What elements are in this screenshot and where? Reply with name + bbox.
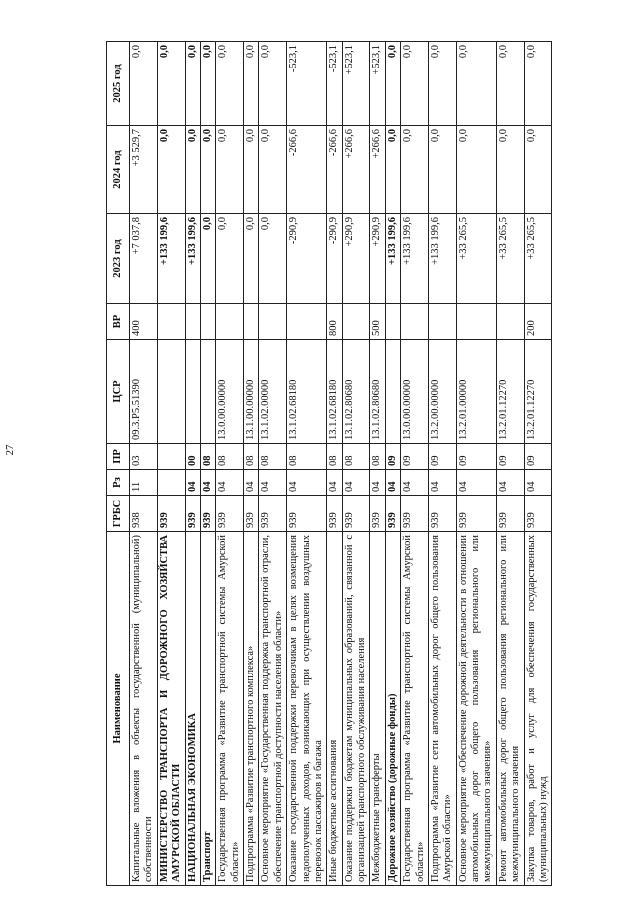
cell-csr: 13.2.01.12270 xyxy=(496,340,524,444)
table-row xyxy=(216,42,244,886)
cell-rz: 04 xyxy=(428,470,456,496)
page-number: 27 xyxy=(4,444,16,456)
cell-vr xyxy=(385,304,400,340)
cell-name: Подпрограмма «Развитие транспортного комплекса» xyxy=(244,532,259,886)
cell-pr: 08 xyxy=(287,444,327,470)
cell-rz: 11 xyxy=(130,470,158,496)
cell-pr: 08 xyxy=(370,444,385,470)
cell-2024: 0,0 xyxy=(385,126,400,214)
cell-2023: +133 199,6 xyxy=(157,214,185,304)
cell-rz: 04 xyxy=(259,470,287,496)
cell-2025: -523,1 xyxy=(327,42,342,126)
cell-grbs: 939 xyxy=(200,496,215,532)
cell-pr: 09 xyxy=(456,444,496,470)
table-header-row xyxy=(107,42,130,886)
header-2025: 2025 год xyxy=(107,42,130,126)
cell-2023: 0,0 xyxy=(200,214,215,304)
cell-2025: 0,0 xyxy=(157,42,185,126)
cell-grbs: 939 xyxy=(428,496,456,532)
cell-pr: 08 xyxy=(342,444,370,470)
rotated-table-container xyxy=(106,42,578,886)
cell-name: Межбюджетные трансферты xyxy=(370,532,385,886)
cell-2023: 0,0 xyxy=(216,214,244,304)
cell-vr xyxy=(287,304,327,340)
cell-2023: 0,0 xyxy=(259,214,287,304)
cell-rz: 04 xyxy=(496,470,524,496)
cell-2025: 0,0 xyxy=(428,42,456,126)
table-row xyxy=(428,42,456,886)
cell-vr xyxy=(428,304,456,340)
cell-csr xyxy=(385,340,400,444)
cell-vr: 400 xyxy=(130,304,158,340)
cell-name: Подпрограмма «Развитие сети автомобильных дорог общего пользования Амурской области» xyxy=(428,532,456,886)
table-row xyxy=(244,42,259,886)
cell-rz: 04 xyxy=(185,470,200,496)
table-row xyxy=(342,42,370,886)
table-row xyxy=(130,42,158,886)
cell-2023: +133 199,6 xyxy=(385,214,400,304)
cell-2023: +290,9 xyxy=(370,214,385,304)
cell-name: МИНИСТЕРСТВО ТРАНСПОРТА И ДОРОЖНОГО ХОЗЯЙСТВА АМУРСКОЙ ОБЛАСТИ xyxy=(157,532,185,886)
cell-pr xyxy=(157,444,185,470)
table-row xyxy=(185,42,200,886)
cell-2025: 0,0 xyxy=(130,42,158,126)
cell-rz: 04 xyxy=(524,470,552,496)
cell-rz: 04 xyxy=(216,470,244,496)
cell-csr: 13.1.02.68180 xyxy=(327,340,342,444)
table-row xyxy=(200,42,215,886)
cell-grbs: 939 xyxy=(244,496,259,532)
cell-2025: 0,0 xyxy=(216,42,244,126)
table-row xyxy=(401,42,429,886)
cell-grbs: 939 xyxy=(385,496,400,532)
cell-2024: 0,0 xyxy=(428,126,456,214)
budget-table xyxy=(106,41,552,886)
cell-rz: 04 xyxy=(327,470,342,496)
cell-name: Транспорт xyxy=(200,532,215,886)
header-2024: 2024 год xyxy=(107,126,130,214)
table-row xyxy=(370,42,385,886)
cell-pr: 09 xyxy=(428,444,456,470)
cell-pr: 09 xyxy=(401,444,429,470)
cell-name: НАЦИОНАЛЬНАЯ ЭКОНОМИКА xyxy=(185,532,200,886)
cell-csr: 13.2.01.12270 xyxy=(524,340,552,444)
cell-vr: 500 xyxy=(370,304,385,340)
header-name: Наименование xyxy=(107,532,130,886)
header-2023: 2023 год xyxy=(107,214,130,304)
header-rz: Рз xyxy=(107,470,130,496)
table-row xyxy=(287,42,327,886)
cell-rz: 04 xyxy=(456,470,496,496)
cell-2023: +33 265,5 xyxy=(496,214,524,304)
cell-grbs: 939 xyxy=(327,496,342,532)
cell-name: Ремонт автомобильных дорог общего пользования регионального или межмуниципального значения xyxy=(496,532,524,886)
cell-csr: 13.1.02.80680 xyxy=(370,340,385,444)
cell-name: Основное мероприятие «Обеспечение дорожной деятельности в отношении автомобильных дорог общего пользования регионального или межмуниципального значения» xyxy=(456,532,496,886)
cell-2025: +523,1 xyxy=(342,42,370,126)
cell-vr xyxy=(259,304,287,340)
cell-2023: 0,0 xyxy=(244,214,259,304)
cell-2024: 0,0 xyxy=(200,126,215,214)
cell-2024: +266,6 xyxy=(342,126,370,214)
cell-vr xyxy=(401,304,429,340)
cell-2024: +266,6 xyxy=(370,126,385,214)
cell-csr: 13.1.02.00000 xyxy=(259,340,287,444)
cell-grbs: 939 xyxy=(342,496,370,532)
cell-csr xyxy=(200,340,215,444)
cell-vr xyxy=(244,304,259,340)
cell-2025: 0,0 xyxy=(524,42,552,126)
table-row xyxy=(496,42,524,886)
cell-csr: 13.2.00.00000 xyxy=(428,340,456,444)
table-row xyxy=(524,42,552,886)
cell-vr xyxy=(185,304,200,340)
cell-vr xyxy=(200,304,215,340)
cell-grbs: 939 xyxy=(524,496,552,532)
cell-rz: 04 xyxy=(385,470,400,496)
table-row xyxy=(259,42,287,886)
cell-rz: 04 xyxy=(342,470,370,496)
cell-2025: +523,1 xyxy=(370,42,385,126)
cell-pr: 09 xyxy=(496,444,524,470)
cell-2023: -290,9 xyxy=(287,214,327,304)
cell-rz: 04 xyxy=(200,470,215,496)
cell-2024: 0,0 xyxy=(259,126,287,214)
cell-grbs: 939 xyxy=(370,496,385,532)
cell-pr: 09 xyxy=(524,444,552,470)
cell-2023: -290,9 xyxy=(327,214,342,304)
cell-2024: 0,0 xyxy=(244,126,259,214)
cell-pr: 08 xyxy=(244,444,259,470)
cell-2024: 0,0 xyxy=(401,126,429,214)
cell-2024: 0,0 xyxy=(496,126,524,214)
cell-2023: +33 265,5 xyxy=(456,214,496,304)
cell-grbs: 939 xyxy=(185,496,200,532)
cell-2025: 0,0 xyxy=(244,42,259,126)
cell-grbs: 939 xyxy=(401,496,429,532)
cell-grbs: 939 xyxy=(157,496,185,532)
cell-vr xyxy=(342,304,370,340)
cell-name: Государственная программа «Развитие транспортной системы Амурской области» xyxy=(216,532,244,886)
cell-csr: 09.3.P5.51390 xyxy=(130,340,158,444)
cell-csr: 13.1.02.68180 xyxy=(287,340,327,444)
header-csr: ЦСР xyxy=(107,340,130,444)
cell-2023: +290,9 xyxy=(342,214,370,304)
cell-2025: -523,1 xyxy=(287,42,327,126)
cell-rz: 04 xyxy=(244,470,259,496)
cell-name: Основное мероприятие «Государственная поддержка транспортной отрасли, обеспечение транспортной доступности населения области» xyxy=(259,532,287,886)
cell-pr: 03 xyxy=(130,444,158,470)
cell-vr xyxy=(456,304,496,340)
cell-csr: 13.0.00.00000 xyxy=(216,340,244,444)
cell-2024: -266,6 xyxy=(287,126,327,214)
cell-name: Дорожное хозяйство (дорожные фонды) xyxy=(385,532,400,886)
cell-2023: +133 199,6 xyxy=(185,214,200,304)
table-row xyxy=(385,42,400,886)
header-grbs: ГРБС xyxy=(107,496,130,532)
cell-2025: 0,0 xyxy=(185,42,200,126)
cell-grbs: 939 xyxy=(456,496,496,532)
cell-2025: 0,0 xyxy=(456,42,496,126)
cell-grbs: 939 xyxy=(259,496,287,532)
table-row xyxy=(327,42,342,886)
cell-vr xyxy=(157,304,185,340)
cell-rz: 04 xyxy=(401,470,429,496)
cell-rz: 04 xyxy=(370,470,385,496)
cell-name: Государственная программа «Развитие транспортной системы Амурской области» xyxy=(401,532,429,886)
cell-2024: 0,0 xyxy=(216,126,244,214)
cell-csr: 13.1.00.00000 xyxy=(244,340,259,444)
cell-pr: 00 xyxy=(185,444,200,470)
cell-2025: 0,0 xyxy=(259,42,287,126)
cell-pr: 08 xyxy=(327,444,342,470)
header-pr: ПР xyxy=(107,444,130,470)
cell-2025: 0,0 xyxy=(496,42,524,126)
cell-name: Оказание государственной поддержки перевозчикам в целях возмещения недополученных доходов, возникающих при осуществлении воздушных перевозок пассажиров и багажа xyxy=(287,532,327,886)
cell-grbs: 939 xyxy=(287,496,327,532)
cell-csr: 13.1.02.80680 xyxy=(342,340,370,444)
table-row xyxy=(157,42,185,886)
cell-pr: 09 xyxy=(385,444,400,470)
header-vr: ВР xyxy=(107,304,130,340)
cell-grbs: 938 xyxy=(130,496,158,532)
cell-name: Закупка товаров, работ и услуг для обеспечения государственных (муниципальных) нужд xyxy=(524,532,552,886)
cell-2025: 0,0 xyxy=(385,42,400,126)
cell-csr: 13.0.00.00000 xyxy=(401,340,429,444)
cell-name: Иные бюджетные ассигнования xyxy=(327,532,342,886)
cell-vr xyxy=(216,304,244,340)
cell-pr: 08 xyxy=(259,444,287,470)
cell-2023: +7 037,8 xyxy=(130,214,158,304)
cell-2024: 0,0 xyxy=(524,126,552,214)
cell-2023: +133 199,6 xyxy=(401,214,429,304)
cell-2024: 0,0 xyxy=(456,126,496,214)
cell-2024: 0,0 xyxy=(185,126,200,214)
cell-grbs: 939 xyxy=(216,496,244,532)
cell-grbs: 939 xyxy=(496,496,524,532)
cell-csr: 13.2.01.00000 xyxy=(456,340,496,444)
table-body xyxy=(130,42,552,886)
cell-csr xyxy=(185,340,200,444)
table-row xyxy=(456,42,496,886)
cell-name: Оказание поддержки бюджетам муниципальных образований, связанной с организацией транспортного обслуживания населения xyxy=(342,532,370,886)
cell-pr: 08 xyxy=(216,444,244,470)
cell-vr: 200 xyxy=(524,304,552,340)
cell-vr: 800 xyxy=(327,304,342,340)
cell-name: Капитальные вложения в объекты государственной (муниципальной) собственности xyxy=(130,532,158,886)
cell-vr xyxy=(496,304,524,340)
cell-2025: 0,0 xyxy=(200,42,215,126)
cell-csr xyxy=(157,340,185,444)
cell-2024: 0,0 xyxy=(157,126,185,214)
cell-2023: +133 199,6 xyxy=(428,214,456,304)
cell-2025: 0,0 xyxy=(401,42,429,126)
cell-pr: 08 xyxy=(200,444,215,470)
cell-rz xyxy=(157,470,185,496)
cell-2024: +3 529,7 xyxy=(130,126,158,214)
cell-rz: 04 xyxy=(287,470,327,496)
cell-2024: -266,6 xyxy=(327,126,342,214)
cell-2023: +33 265,5 xyxy=(524,214,552,304)
